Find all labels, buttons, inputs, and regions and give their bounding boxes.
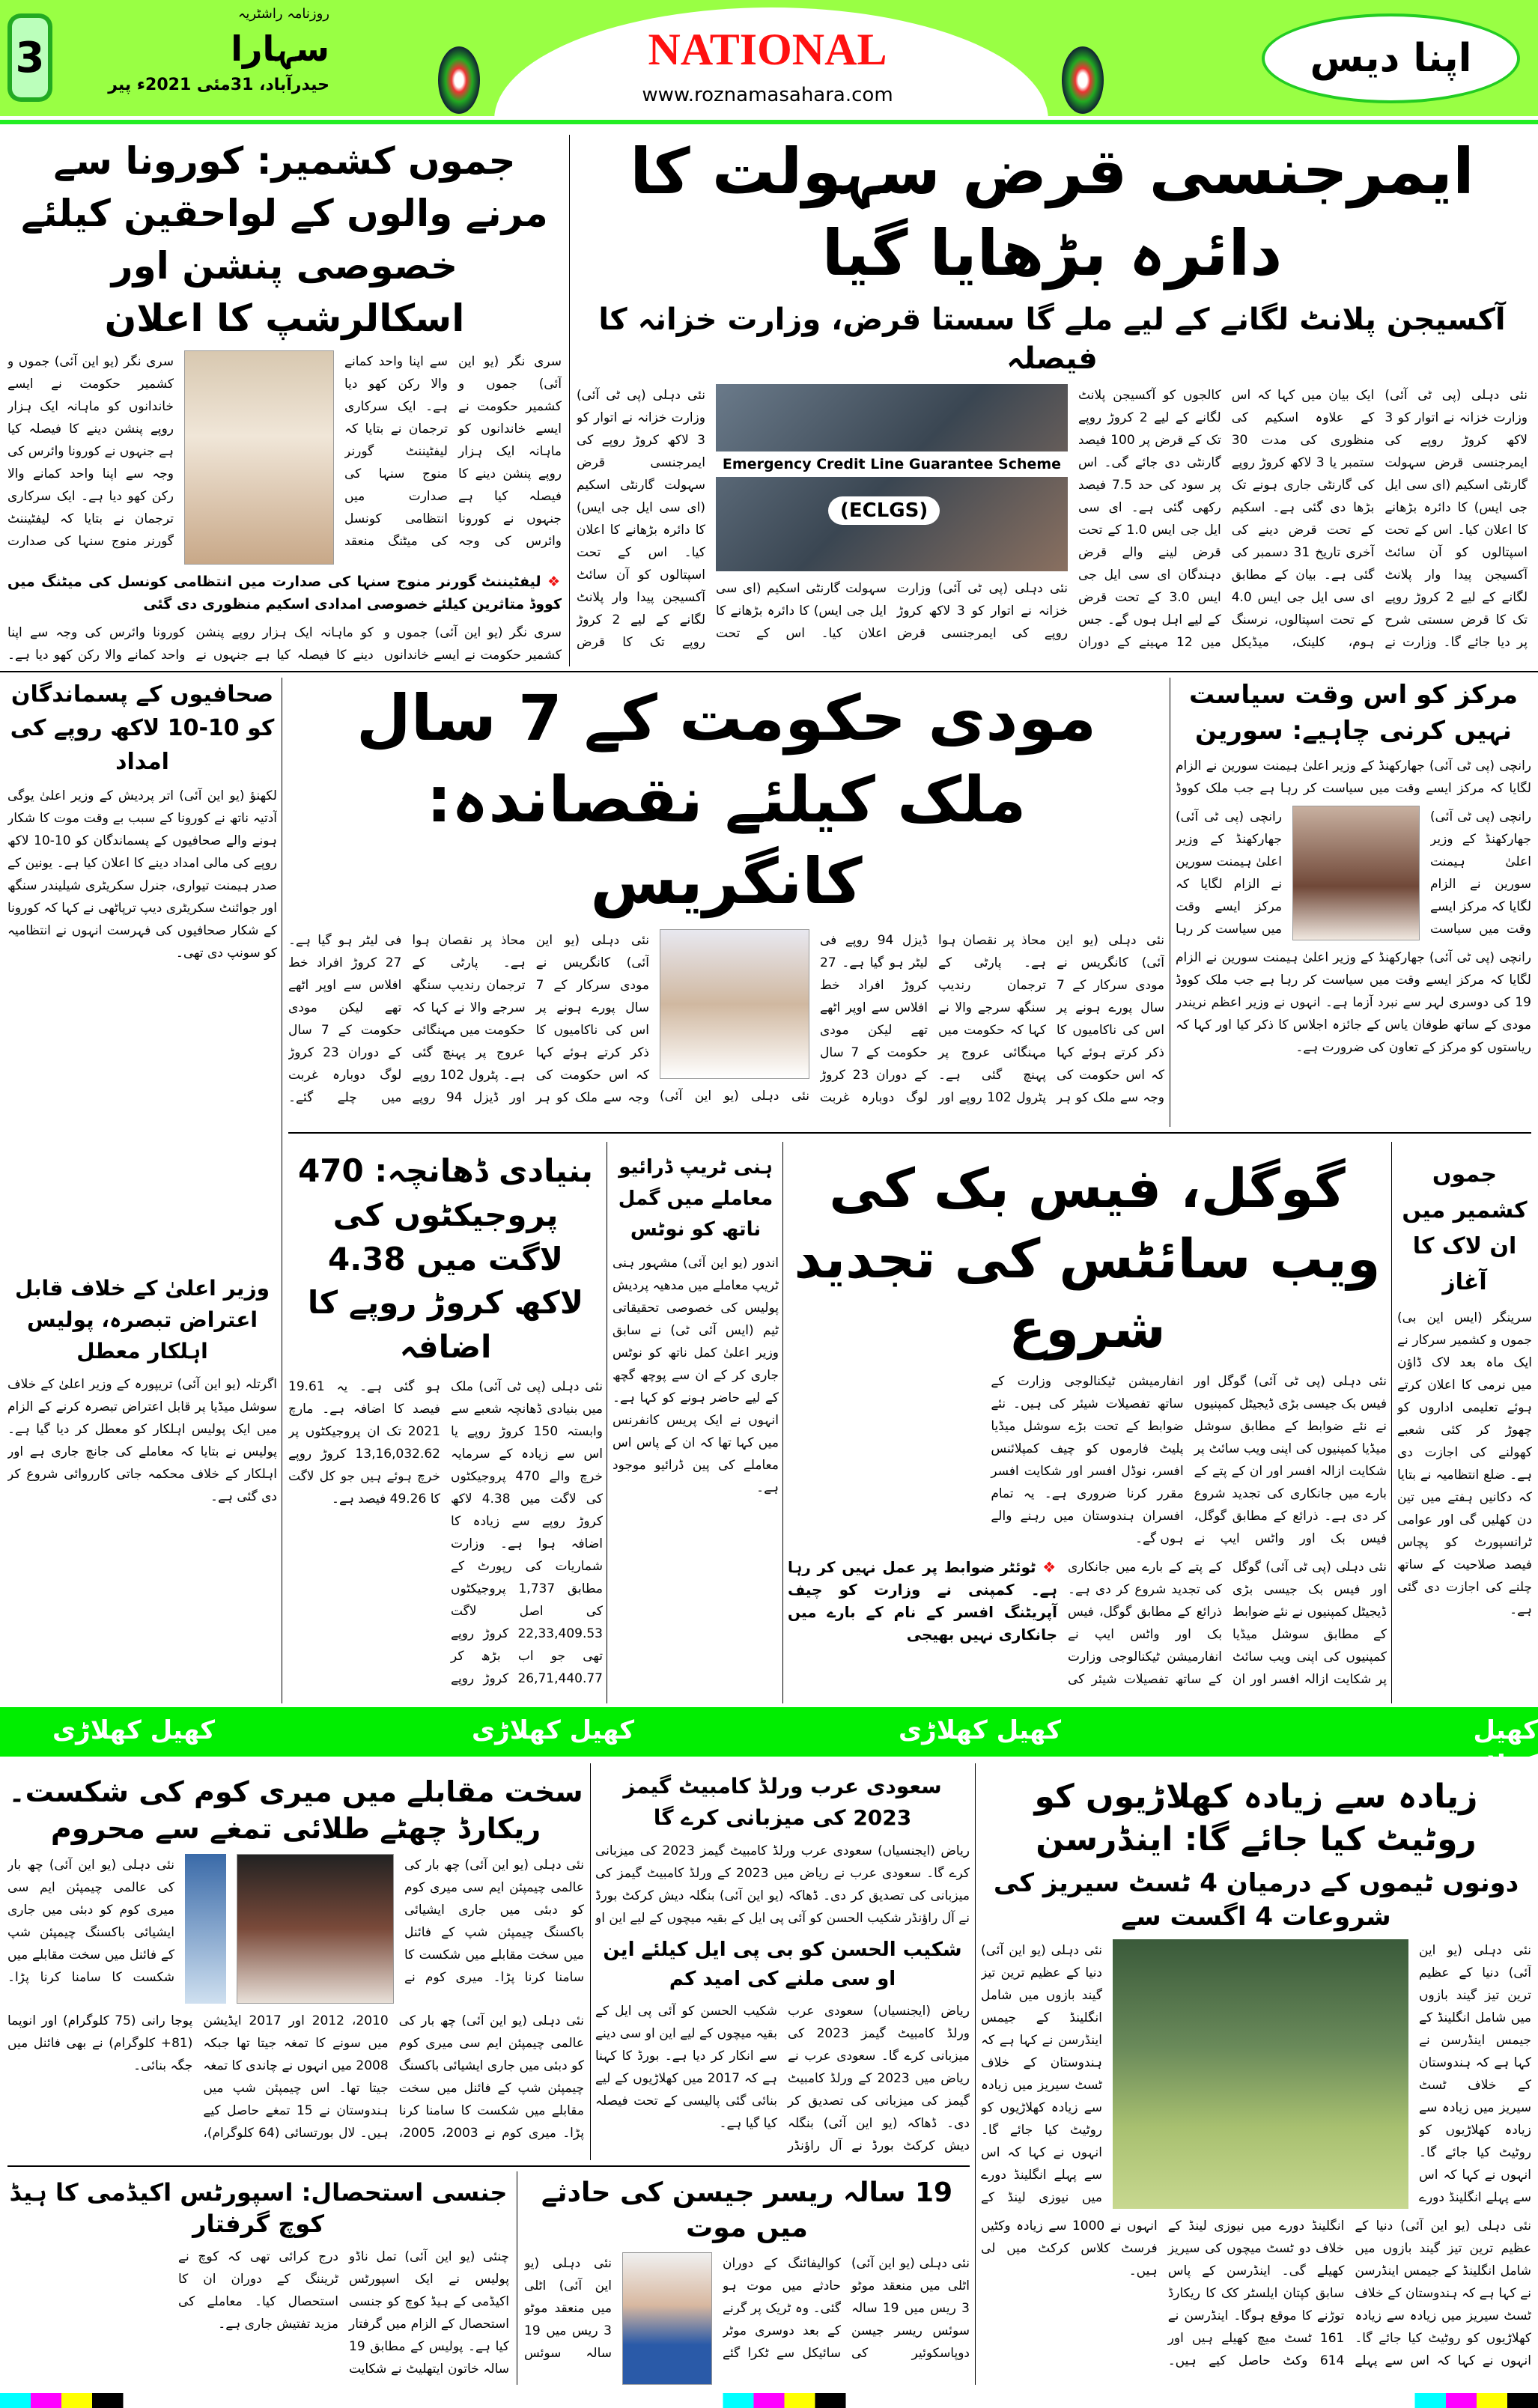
anderson-headline: زیادہ سے زیادہ کھلاڑیوں کو روٹیٹ کیا جائے گا: اینڈرسن <box>1034 1778 1478 1859</box>
section-urdu-badge <box>1262 13 1520 103</box>
soren-story <box>1176 678 1531 1127</box>
marykom-body-bottom: نئی دہلی (یو این آئی) چھ بار کی عالمی چیمپئن ایم سی میری کوم کو دبئی میں جاری ایشیائی باکسنگ چیمپئن شپ کے فائنل میں سخت مقابلے میں شکست کا سامنا کرنا پڑا۔ میری کوم نے 2003، 2005، 2010، 2012 اور 2017 ایڈیشن میں سونے کا تمغہ جیتا تھا جبکہ 2008 میں انہوں نے چاندی کا تمغہ جیتا تھا۔ اس چیمپئن شپ میں ہندوستان نے 15 تمغے حاصل کیے ہیں۔ لال بورتسائی (64 کلوگرام)، پوجا رانی (75 کلوگرام) اور انوپما (81+ کلوگرام) نے بھی فائنل میں جگہ بنائی۔ <box>7 2013 584 2141</box>
racer-photo <box>622 2252 712 2385</box>
kashmir-columns <box>7 350 562 565</box>
section-urdu-title: اپنا دیس <box>1310 36 1472 81</box>
header-divider <box>0 120 1538 124</box>
journalists-body: لکھنؤ (یو این آئی) اتر پردیش کے وزیر اعلیٰ یوگی آدتیہ ناتھ نے کورونا کے سبب بے وقت موت کا شکار ہونے والے صحافیوں کے پسماندگان کو 10-10 لاکھ روپے کی مالی امداد دینے کا اعلان کیا ہے۔ یونین کے صدر ہیمنت تیواری، جنرل سکریٹری شیلیندر سنگھ اور جوائنٹ سکریٹری دیپ ترپاٹھی نے کہا کہ کورونا کے شکار صحافیوں کی فہرست انہوں نے انتظامیہ کو سونپ دی تھی۔ <box>7 788 277 961</box>
credit-body-bottom: نئی دہلی (پی ٹی آئی) وزارت خزانہ نے اتوار کو 3 لاکھ کروڑ روپے کی ایمرجنسی قرض سہولت گارنٹی اسکیم (ای سی ایل جی ایس) کا دائرہ بڑھانے کا اعلان کیا۔ اس کے تحت <box>716 581 1068 642</box>
lt-governor-photo <box>184 350 334 565</box>
soren-body-left: رانچی (پی ٹی آئی) جھارکھنڈ کے وزیر اعلیٰ ہیمنت سورین نے الزام لگایا کہ مرکز ایسے وقت میں سیاست کر رہا <box>1176 809 1282 937</box>
credit-subheadline: آکسیجن پلانٹ لگانے کے لیے ملے گا سستا قرض، وزارت خزانہ کا فیصلہ <box>598 302 1506 377</box>
section-rule <box>7 2165 970 2167</box>
credit-story <box>577 131 1528 666</box>
column-rule <box>782 1142 783 1703</box>
soren-body-bottom: رانچی (پی ٹی آئی) جھارکھنڈ کے وزیر اعلیٰ ہیمنت سورین نے الزام لگایا کہ مرکز ایسے وقت میں سیاست کر رہا ہے جب ملک کووڈ 19 کی دوسری لہر سے نبرد آزما ہے۔ انہوں نے وزیر اعظم نریندر مودی کے ساتھ طوفان یاس کے جائزہ اجلاس کا ذکر کیا اور کہا کہ ریاستوں کو مرکز کے تعاون کی ضرورت ہے۔ <box>1176 950 1531 1056</box>
coach-story <box>7 2171 509 2385</box>
kashmir-body-bottom: سری نگر (یو این آئی) جموں و کشمیر حکومت نے ایسے خاندانوں کو ماہانہ ایک ہزار روپے پنشن دینے کا فیصلہ کیا ہے جنہوں نے کورونا وائرس کی وجہ سے اپنا واحد کمانے والا رکن کھو دیا ہے۔ <box>7 625 562 663</box>
paper-logo: سہارا <box>231 28 329 69</box>
anderson-body-bottom: نئی دہلی (یو این آئی) دنیا کے عظیم ترین تیز گیند بازوں میں شامل انگلینڈ کے جیمس اینڈرسن نے کہا ہے کہ ہندوستان کے خلاف ٹسٹ سیریز میں زیادہ سے زیادہ کھلاڑیوں کو روٹیٹ کیا جائے گا۔ انہوں نے کہا کہ اس سے پہلے انگلینڈ دورے میں نیوزی لینڈ کے خلاف دو ٹسٹ میچوں کی سیریز کھیلے گی۔ اینڈرسن کے پاس سابق کپتان ایلسٹر کک کا ریکارڈ توڑنے کا موقع ہوگا۔ اینڈرسن نے 161 ٹسٹ میچ کھیلے ہیں اور 614 وکٹ حاصل کیے ہیں۔ انہوں نے 1000 سے زیادہ وکٹیں فرسٹ کلاس کرکٹ میں لی ہیں۔ <box>981 2218 1531 2368</box>
kashmir-photo-caption <box>7 571 562 615</box>
unlock-body: سرینگر (ایس این بی) جموں و کشمیر سرکار نے ایک ماہ بعد لاک ڈاؤن میں نرمی کا اعلان کرتے ہوئے تعلیمی اداروں کو چھوڑ کر کئی شعبے کھولنے کی اجازت دی ہے۔ ضلع انتظامیہ نے بتایا کہ دکانیں ہفتے میں تین دن کھلیں گی اور عوامی ٹرانسپورٹ کو پچاس فیصد صلاحیت کے ساتھ چلنے کی اجازت دی گئی ہے۔ <box>1397 1310 1532 1617</box>
infra-headline: بنیادی ڈھانچہ: 470 پروجیکٹوں کی لاگت میں 4.38 لاکھ کروڑ روپے کا اضافہ <box>298 1152 593 1366</box>
eclgs-image <box>716 384 1068 571</box>
credit-body-left: نئی دہلی (پی ٹی آئی) وزارت خزانہ نے اتوار کو 3 لاکھ کروڑ روپے کی ایمرجنسی قرض سہولت گارنٹی اسکیم (ای سی ایل جی ایس) کا دائرہ بڑھانے کا اعلان کیا۔ اس کے تحت اسپتالوں کو آن سائٹ آکسیجن پیدا وار پلانٹ لگانے کے لیے 2 کروڑ روپے تک کا قرض <box>577 388 705 651</box>
credit-columns <box>577 384 1528 666</box>
soren-photo <box>1292 806 1420 940</box>
soren-columns <box>1176 806 1531 940</box>
saudi-headline: سعودی عرب ورلڈ کامبیٹ گیمز 2023 کی میزبانی کرے گا <box>623 1774 942 1830</box>
soren-body-right: رانچی (پی ٹی آئی) جھارکھنڈ کے وزیر اعلیٰ ہیمنت سورین نے الزام لگایا کہ مرکز ایسے وقت میں سیاست <box>1430 809 1531 937</box>
credit-headline: ایمرجنسی قرض سہولت کا دائرہ بڑھایا گیا <box>630 135 1474 291</box>
google-bottom-row <box>788 1556 1387 1700</box>
page-number-badge: 3 <box>7 13 52 102</box>
caption-text: لیفٹیننٹ گورنر منوج سنہا کی صدارت میں انتظامی کونسل کی میٹنگ میں کووڈ متاثرین کیلئے خصوصی امدادی اسکیم منظوری دی گئی <box>7 574 562 612</box>
anderson-columns <box>981 1939 1531 2209</box>
saudi-body-2: ریاض (ایجنسیاں) سعودی عرب ورلڈ کامبیٹ گیمز 2023 کی میزبانی کرے گا۔ سعودی عرب نے ریاض میں 2023 کے ورلڈ کامبیٹ گیمز کی میزبانی کی تصدیق کر دی۔ ڈھاکہ (یو این آئی) بنگلہ دیش کرکٹ بورڈ نے آل راؤنڈر شکیب الحسن کو آئی پی ایل کے بقیہ میچوں کے لیے این او سی دینے سے انکار کر دیا ہے۔ بورڈ کا کہنا ہے کہ 2017 میں کھلاڑیوں کے لیے بنائی گئی پالیسی کے تحت فیصلہ کیا گیا ہے۔ <box>595 2004 970 2153</box>
anderson-photo <box>1113 1939 1408 2209</box>
infra-body: نئی دہلی (پی ٹی آئی) ملک میں بنیادی ڈھانچہ شعبے سے وابستہ 150 کروڑ روپے یا اس سے زیادہ کے سرمایہ خرچ والے 470 پروجیکٹوں کی لاگت میں 4.38 لاکھ کروڑ روپے سے زیادہ کا اضافہ ہوا ہے۔ وزارت شماریات کی رپورٹ کے مطابق 1,737 پروجیکٹوں کی اصل لاگت 22,33,409.53 کروڑ روپے تھی جو اب بڑھ کر 26,71,440.77 کروڑ روپے ہو گئی ہے۔ یہ 19.61 فیصد کا اضافہ ہے۔ مارچ 2021 تک ان پروجیکٹوں پر 13,16,032.62 کروڑ روپے خرچ ہوئے ہیں جو کل لاگت کا 49.26 فیصد ہے۔ <box>288 1378 603 1686</box>
racer-headline: 19 سالہ ریسر جیسن کی حادثے میں موت <box>541 2177 953 2243</box>
racer-body-right: نئی دہلی (یو این آئی) اٹلی میں منعقد موٹو 3 ریس میں 19 سالہ سوئس ریسر جیسن دوپاسکوئیر کی کوالیفائنگ کے دوران حادثے میں موت ہو گئی۔ وہ ٹریک پر گرنے کے بعد دوسری موٹر سائیکل سے ٹکرا گئے <box>723 2255 970 2361</box>
sports-band-label: کھیل کھلاڑی <box>52 1715 216 1745</box>
anderson-body-left: نئی دہلی (یو این آئی) دنیا کے عظیم ترین تیز گیند بازوں میں شامل انگلینڈ کے جیمس اینڈرسن نے کہا ہے کہ ہندوستان کے خلاف ٹسٹ سیریز میں زیادہ سے زیادہ کھلاڑیوں کو روٹیٹ کیا جائے گا۔ انہوں نے کہا کہ اس سے پہلے انگلینڈ دورے میں نیوزی لینڈ کے <box>981 1942 1102 2205</box>
marykom-photo <box>237 1854 394 2004</box>
marykom-body-left: نئی دہلی (یو این آئی) چھ بار کی عالمی چیمپئن ایم سی میری کوم کو دبئی میں جاری ایشیائی باکسنگ چیمپئن شپ کے فائنل میں سخت مقابلے میں شکست کا سامنا کرنا پڑا۔ <box>7 1857 174 1985</box>
eclgs-image-title: Emergency Credit Line Guarantee Scheme <box>716 452 1068 477</box>
modi-body-mid: نئی دہلی (یو این آئی) <box>660 1088 809 1104</box>
kashmir-pension-headline: جموں کشمیر: کورونا سے مرنے والوں کے لواحقین کیلئے خصوصی پنشن اور اسکالرشپ کا اعلان <box>21 139 548 340</box>
column-rule <box>590 1763 591 2160</box>
kashmir-pension-story <box>7 135 562 666</box>
twitter-highlight-text: ٹوئٹر ضوابط پر عمل نہیں کر رہا ہے۔ کمپنی نے وزارت کو چیف آپریٹنگ افسر کے نام کے بارے میں جانکاری نہیں بھیجی <box>788 1557 1057 1644</box>
marykom-headline: سخت مقابلے میں میری کوم کی شکست۔ ریکارڈ چھٹے طلائی تمغے سے محروم <box>8 1775 583 1846</box>
print-registration-bar <box>0 2393 1538 2408</box>
marykom-body-right: نئی دہلی (یو این آئی) چھ بار کی عالمی چیمپئن ایم سی میری کوم کو دبئی میں جاری ایشیائی باکسنگ چیمپئن شپ کے فائنل میں سخت مقابلے میں شکست کا سامنا کرنا پڑا۔ میری کوم نے <box>404 1857 584 1985</box>
section-rule <box>288 1132 1531 1134</box>
coach-headline: جنسی استحصال: اسپورٹس اکیڈمی کا ہیڈ کوچ گرفتار <box>9 2178 508 2238</box>
google-body: نئی دہلی (پی ٹی آئی) گوگل اور فیس بک جیسی بڑی ڈیجیٹل کمپنیوں نے نئے ضوابط کے مطابق سوشل میڈیا کمپنیوں کی اپنی ویب سائٹ پر شکایت ازالہ افسر اور ان کے پتے کے بارے میں جانکاری کی تجدید شروع کر دی ہے۔ ذرائع کے مطابق گوگل، فیس بک اور واٹس ایپ نے انفارمیشن ٹیکنالوجی وزارت کے ساتھ تفصیلات شیئر کی ہیں۔ نئے ضوابط کے تحت بڑے سوشل میڈیا پلیٹ فارموں کو چیف کمپلائنس افسر، نوڈل افسر اور شکایت افسر مقرر کرنا ضروری ہے۔ یہ تمام افسران ہندوستان میں رہنے والے ہوں گے۔ <box>991 1373 1387 1546</box>
unlock-headline: جموں کشمیر میں ان لاک کا آغاز <box>1402 1161 1528 1295</box>
modi-body-left: نئی دہلی (یو این آئی) کانگریس نے مودی سرکار کے 7 سال پورے ہونے پر اس کی ناکامیوں کا ذکر کرتے ہوئے کہا کہ اس حکومت کی وجہ سے ملک کو ہر محاذ پر نقصان ہوا ہے۔ پارٹی کے ترجمان رندیپ سنگھ سرجے والا نے کہا کہ حکومت میں مہنگائی عروج پر پہنچ گئی ہے۔ پٹرول 102 روپے اور ڈیزل 94 روپے فی لیٹر ہو گیا ہے۔ 27 کروڑ افراد خط افلاس سے اوپر اٹھے تھے لیکن مودی حکومت کے 7 سال کے دوران 23 کروڑ لوگ دوبارہ غربت میں چلے گئے۔ <box>288 932 649 1105</box>
twitter-highlight <box>788 1556 1057 1700</box>
honeytrap-headline: ہنی ٹریپ ڈرائیو معاملے میں گمل ناتھ کو نوٹس <box>618 1156 773 1241</box>
credit-body-right: نئی دہلی (پی ٹی آئی) وزارت خزانہ نے اتوار کو 3 لاکھ کروڑ روپے کی ایمرجنسی قرض سہولت گارنٹی اسکیم (ای سی ایل جی ایس) کا دائرہ بڑھانے کا اعلان کیا۔ اس کے تحت اسپتالوں کو آن سائٹ آکسیجن پیدا وار پلانٹ لگانے کے لیے 2 کروڑ روپے تک کا قرض سستی شرح پر دیا جائے گا۔ وزارت نے ایک بیان میں کہا کہ اس کے علاوہ اسکیم کی منظوری کی مدت 30 ستمبر یا 3 لاکھ کروڑ روپے کی گارنٹی جاری ہونے تک بڑھا دی گئی ہے۔ اسکیم کے تحت قرض دینے کی آخری تاریخ 31 دسمبر کی گئی ہے۔ بیان کے مطابق ای سی ایل جی ایس 4.0 کے تحت اسپتالوں، نرسنگ ہوم، کلینک، میڈیکل کالجوں کو آکسیجن پلانٹ لگانے کے لیے 2 کروڑ روپے تک کے قرض پر 100 فیصد گارنٹی دی جائے گی۔ اس پر سود کی حد 7.5 فیصد رکھی گئی ہے۔ ای سی ایل جی ایس 1.0 کے تحت قرض لینے والے قرض دہندگان ای سی ایل جی ایس 3.0 کے تحت قرض کے لیے اہل ہوں گے۔ جس میں 12 مہینے کے دوران <box>1078 388 1528 651</box>
anderson-story <box>981 1763 1531 2385</box>
section-title: NATIONAL <box>648 25 887 74</box>
sports-band-label: کھیل کھلاڑی <box>899 1715 1062 1745</box>
honeytrap-story <box>613 1142 779 1700</box>
infra-story <box>288 1142 603 1700</box>
sports-band-label: کھیل کھلاڑی <box>472 1715 635 1745</box>
kashmir-body-left: سری نگر (یو این آئی) جموں و کشمیر حکومت نے ایسے خاندانوں کو ماہانہ ایک ہزار روپے پنشن دینے کا فیصلہ کیا ہے جنہوں نے کورونا وائرس کی وجہ سے اپنا واحد کمانے والا رکن کھو دیا ہے۔ ایک سرکاری ترجمان نے بتایا کہ لیفٹیننٹ گورنر منوج سنہا کی صدارت <box>7 354 174 549</box>
unlock-story <box>1397 1142 1532 1700</box>
caption-bullet-icon: ❖ <box>541 574 562 590</box>
saudi-body: ریاض (ایجنسیاں) سعودی عرب ورلڈ کامبیٹ گیمز 2023 کی میزبانی کرے گا۔ سعودی عرب نے ریاض میں 2023 کے ورلڈ کامبیٹ گیمز کی میزبانی کی تصدیق کر دی۔ ڈھاکہ (یو این آئی) بنگلہ دیش کرکٹ بورڈ نے آل راؤنڈر شکیب الحسن کو آئی پی ایل کے بقیہ میچوں کے لیے این او <box>595 1843 970 1926</box>
kashmir-body-right: سری نگر (یو این آئی) جموں و کشمیر حکومت نے ایسے خاندانوں کو ماہانہ ایک ہزار روپے پنشن دینے کا فیصلہ کیا ہے جنہوں نے کورونا وائرس کی وجہ سے اپنا واحد کمانے والا رکن کھو دیا ہے۔ ایک سرکاری ترجمان نے بتایا کہ لیفٹیننٹ گورنر منوج سنہا کی صدارت میں انتظامی کونسل کی میٹنگ منعقد <box>344 354 562 549</box>
saudi-subheadline: شکیب الحسن کو بی پی ایل کیلئے این او سی ملنے کی امید کم <box>603 1939 962 1990</box>
google-body-bottom: نئی دہلی (پی ٹی آئی) گوگل اور فیس بک جیسی بڑی ڈیجیٹل کمپنیوں نے نئے ضوابط کے مطابق سوشل میڈیا کمپنیوں کی اپنی ویب سائٹ پر شکایت ازالہ افسر اور ان کے پتے کے بارے میں جانکاری کی تجدید شروع کر دی ہے۔ ذرائع کے مطابق گوگل، فیس بک اور واٹس ایپ نے انفارمیشن ٹیکنالوجی وزارت کے ساتھ تفصیلات شیئر کی <box>1068 1559 1387 1687</box>
paper-logo-block <box>105 4 329 113</box>
marykom-inset-photo <box>185 1854 226 2004</box>
website-link[interactable]: www.roznamasahara.com <box>642 84 893 106</box>
anderson-body-right: نئی دہلی (یو این آئی) دنیا کے عظیم ترین تیز گیند بازوں میں شامل انگلینڈ کے جیمس اینڈرسن نے کہا ہے کہ ہندوستان کے خلاف ٹسٹ سیریز میں زیادہ سے زیادہ کھلاڑیوں کو روٹیٹ کیا جائے گا۔ انہوں نے کہا کہ اس سے پہلے انگلینڈ دورے <box>1419 1942 1531 2205</box>
column-rule <box>1391 1142 1392 1703</box>
google-story <box>788 1142 1387 1700</box>
coach-body: چنئی (یو این آئی) تمل ناڈو پولیس نے ایک اسپورٹس اکیڈمی کے ہیڈ کوچ کو جنسی استحصال کے الزام میں گرفتار کیا ہے۔ پولیس کے مطابق 19 سالہ خاتون ایتھلیٹ نے شکایت درج کرائی تھی کہ کوچ نے ٹریننگ کے دوران ان کا استحصال کیا۔ معاملے کی مزید تفتیش جاری ہے۔ <box>178 2249 509 2377</box>
paper-tagline: روزنامہ راشٹریہ <box>237 6 329 22</box>
cm-complaint-story <box>7 1273 277 1700</box>
racer-columns <box>524 2252 970 2385</box>
anderson-subheadline: دونوں ٹیموں کے درمیان 4 ٹسٹ سیریز کی شروعات 4 اگست سے <box>993 1868 1519 1932</box>
modi-story <box>288 678 1164 1127</box>
soren-headline: مرکز کو اس وقت سیاست نہیں کرنی چاہیے: سورین <box>1188 680 1519 746</box>
marykom-columns <box>7 1854 584 2004</box>
column-rule <box>569 135 570 666</box>
section-rule <box>0 671 1538 672</box>
modi-center-column <box>660 929 809 1127</box>
soren-body-top: رانچی (پی ٹی آئی) جھارکھنڈ کے وزیر اعلیٰ ہیمنت سورین نے الزام لگایا کہ مرکز ایسے وقت میں سیاست کر رہا ہے جب ملک کووڈ <box>1176 758 1531 797</box>
modi-columns <box>288 929 1164 1127</box>
eclgs-image-badge: (ECLGS) <box>828 496 940 525</box>
cm-complaint-headline: وزیر اعلیٰ کے خلاف قابل اعتراض تبصرہ، پولیس اہلکار معطل <box>15 1276 270 1363</box>
marykom-story <box>7 1763 584 2160</box>
racer-story <box>524 2171 970 2385</box>
credit-center-column <box>716 384 1068 666</box>
highlight-bullet-icon: ❖ <box>1036 1557 1057 1576</box>
masthead <box>0 0 1538 116</box>
sports-band <box>0 1707 1538 1780</box>
journalists-headline: صحافیوں کے پسماندگان کو 10-10 لاکھ روپے کی امداد <box>10 681 275 775</box>
saudi-story <box>595 1763 970 2160</box>
emblem-left-icon <box>438 46 480 114</box>
modi-body-right: نئی دہلی (یو این آئی) کانگریس نے مودی سرکار کے 7 سال پورے ہونے پر اس کی ناکامیوں کا ذکر کرتے ہوئے کہا کہ اس حکومت کی وجہ سے ملک کو ہر محاذ پر نقصان ہوا ہے۔ پارٹی کے ترجمان رندیپ سنگھ سرجے والا نے کہا کہ حکومت میں مہنگائی عروج پر پہنچ گئی ہے۔ پٹرول 102 روپے اور ڈیزل 94 روپے فی لیٹر ہو گیا ہے۔ 27 کروڑ افراد خط افلاس سے اوپر اٹھے تھے لیکن مودی حکومت کے 7 سال کے دوران 23 کروڑ لوگ دوبارہ غربت <box>820 932 1164 1105</box>
column-rule <box>975 1763 976 2385</box>
congress-spokesperson-photo <box>660 929 809 1079</box>
sports-band-label: کھیل کھلاڑی <box>1449 1715 1538 1780</box>
journalists-story <box>7 678 277 1265</box>
honeytrap-body: اندور (یو این آئی) مشہور ہنی ٹریپ معاملے میں مدھیہ پردیش پولیس کی خصوصی تحقیقاتی ٹیم (ایس آئی ٹی) نے سابق وزیر اعلیٰ کمل ناتھ کو نوٹس جاری کر کے ان سے پوچھ گچھ کے لیے حاضر ہونے کو کہا ہے۔ انہوں نے ایک پریس کانفرنس میں کہا تھا کہ ان کے پاس اس معاملے کی پین ڈرائیو موجود ہے۔ <box>613 1255 779 1495</box>
modi-headline: مودی حکومت کے 7 سال ملک کیلئے نقصاندہ: کانگریس <box>356 681 1097 919</box>
cm-complaint-body: اگرتلہ (یو این آئی) تریپورہ کے وزیر اعلیٰ کے خلاف سوشل میڈیا پر قابل اعتراض تبصرہ کرنے کے الزام میں ایک پولیس اہلکار کو معطل کر دیا گیا ہے۔ پولیس نے بتایا کہ معاملے کی جانچ جاری ہے اور اہلکار کے خلاف محکمہ جاتی کارروائی شروع کر دی گئی ہے۔ <box>7 1377 277 1504</box>
emblem-right-icon <box>1062 46 1104 114</box>
racer-body-left: نئی دہلی (یو این آئی) اٹلی میں منعقد موٹو 3 ریس میں 19 سالہ سوئس <box>524 2255 612 2361</box>
dateline: حیدرآباد، 31مئی 2021ء پیر <box>108 76 329 94</box>
google-headline: گوگل، فیس بک کی ویب سائٹس کی تجدید شروع <box>794 1157 1381 1360</box>
